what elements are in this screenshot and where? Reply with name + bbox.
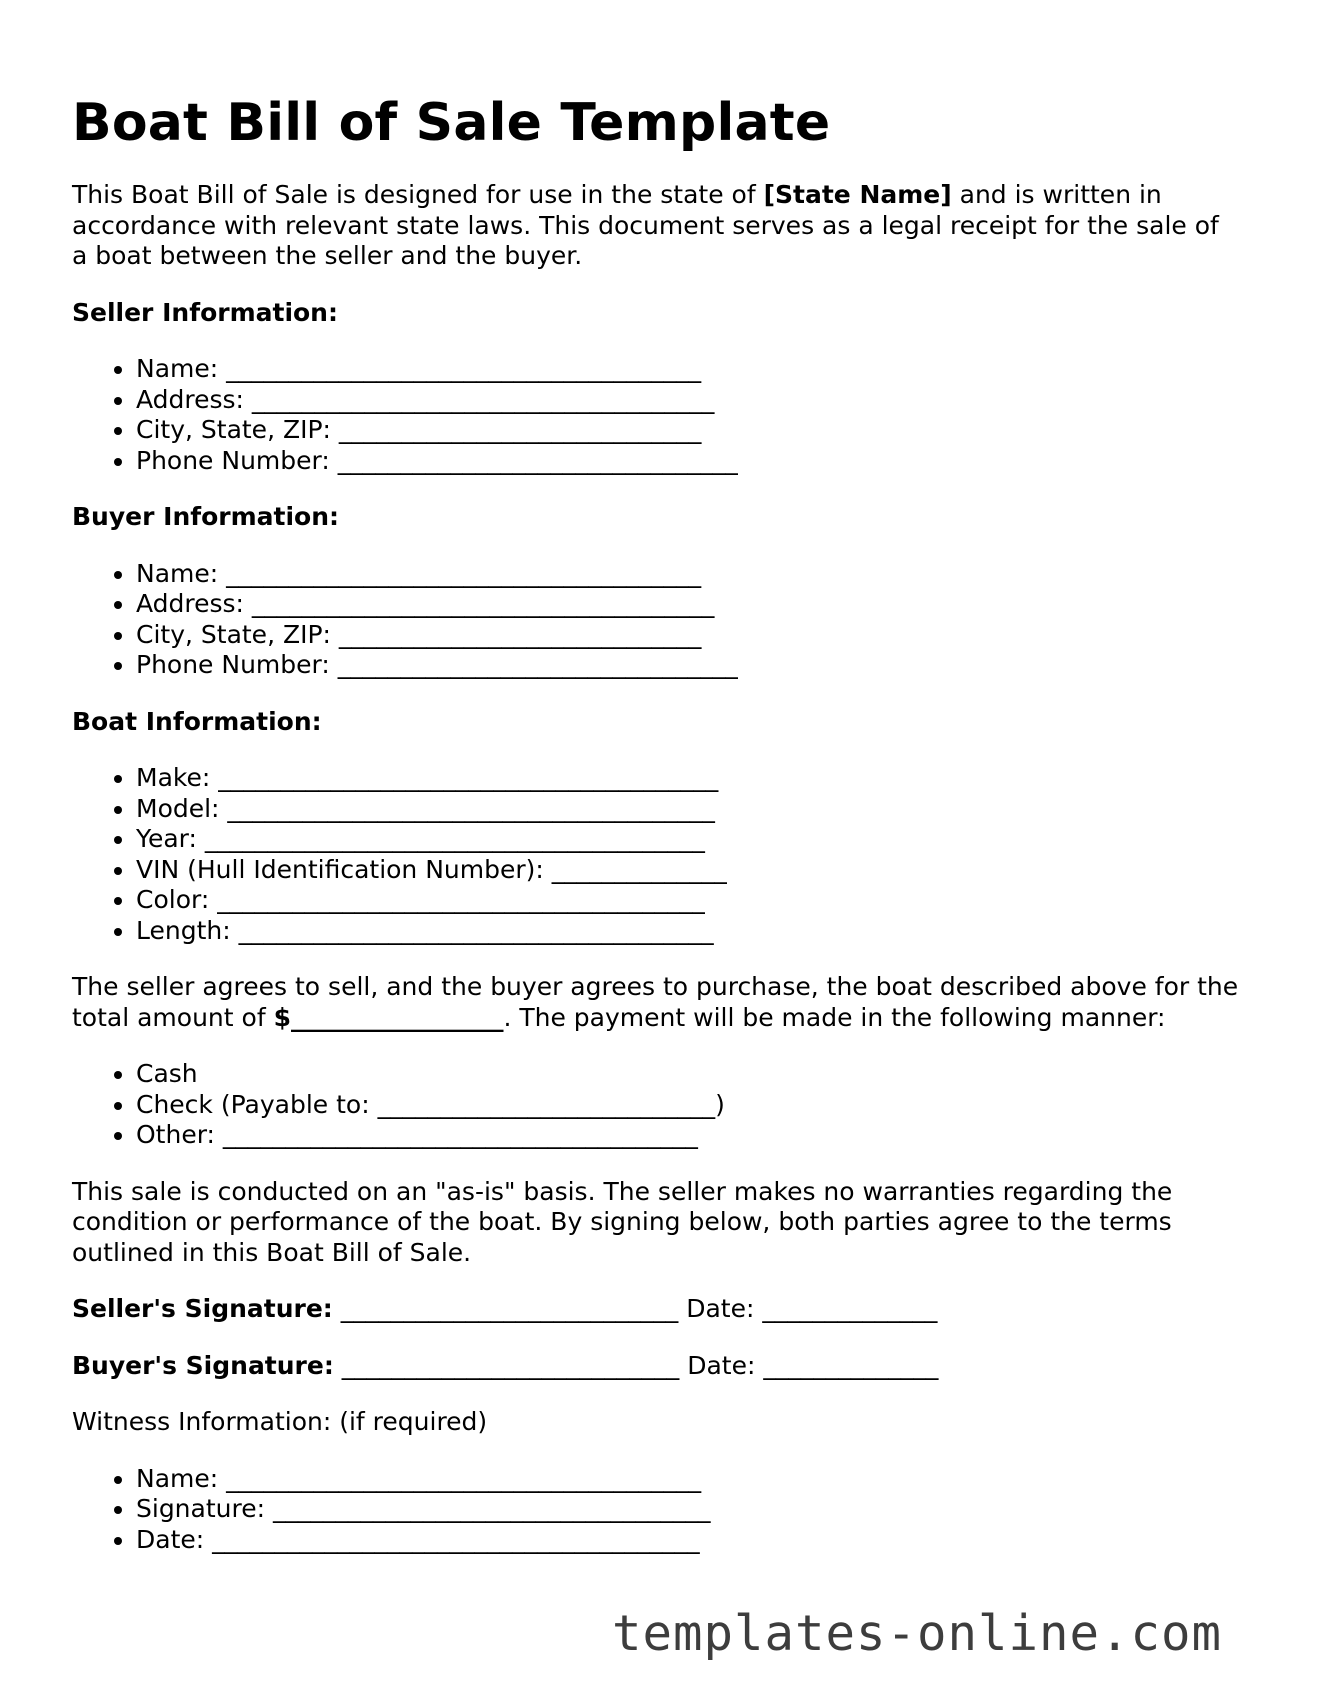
document-title: Boat Bill of Sale Template	[72, 93, 831, 153]
payment-text-end: . The payment will be made in the following manner:	[503, 1002, 1166, 1032]
state-name-placeholder: [State Name]	[763, 180, 952, 209]
buyer-city-state-zip-field: • City, State, ZIP: _____________________________	[136, 620, 1252, 651]
payment-method-other: • Other: ______________________________________	[136, 1120, 1252, 1151]
witness-date-field: • Date: _______________________________________	[136, 1525, 1252, 1556]
witness-information-list	[72, 1464, 1252, 1556]
witness-name-field: • Name: ______________________________________	[136, 1464, 1252, 1495]
boat-information-heading: Boat Information:	[72, 706, 322, 736]
seller-phone-field: • Phone Number: ________________________________	[136, 446, 1252, 477]
payment-method-check: • Check (Payable to: ___________________________)	[136, 1090, 1252, 1121]
payment-methods-list	[72, 1059, 1252, 1151]
boat-year-field: • Year: ________________________________________	[136, 824, 1252, 855]
payment-paragraph	[72, 972, 1252, 1033]
boat-model-field: • Model: _______________________________________	[136, 794, 1252, 825]
buyer-address-field: • Address: _____________________________________	[136, 589, 1252, 620]
intro-text-end: and is written in accordance with relevant state laws. This document serves as a legal receipt for the sale of a boat between the seller and the buyer.	[72, 180, 1219, 270]
seller-information-heading: Seller Information:	[72, 297, 338, 327]
seller-signature-blanks: ___________________________ Date: ______________	[332, 1294, 938, 1323]
boat-length-field: • Length: ______________________________________	[136, 916, 1252, 947]
buyer-name-field: • Name: ______________________________________	[136, 559, 1252, 590]
buyer-information-heading: Buyer Information:	[72, 502, 340, 531]
seller-signature-label: Seller's Signature:	[72, 1294, 333, 1323]
witness-information-heading: Witness Information: (if required)	[72, 1407, 488, 1436]
seller-city-state-zip-field: • City, State, ZIP: _____________________________	[136, 415, 1252, 446]
seller-address-field: • Address: _____________________________________	[136, 385, 1252, 416]
as-is-paragraph: This sale is conducted on an "as-is" basis. The seller makes no warranties regarding the condition or performance of the boat. By signing below, both parties agree to the terms outlined in this Boat Bill of Sale.	[72, 1176, 1173, 1267]
seller-information-list	[72, 354, 1252, 476]
intro-text-start: This Boat Bill of Sale is designed for use in the state of	[72, 180, 764, 209]
payment-text-start: The seller agrees to sell, and the buyer agrees to purchase, the boat described above for the total amount of	[72, 972, 1239, 1032]
payment-method-cash: • Cash	[136, 1059, 1252, 1090]
boat-information-list	[72, 763, 1252, 946]
boat-vin-field: • VIN (Hull Identification Number): ______________	[136, 855, 1252, 886]
watermark-text: templates-online.com	[612, 1605, 1223, 1662]
intro-paragraph	[72, 180, 1242, 272]
boat-make-field: • Make: ________________________________________	[136, 763, 1252, 794]
seller-signature-line	[72, 1294, 1252, 1325]
document-page	[72, 90, 1252, 1555]
payment-amount-field: $_________________	[273, 1002, 504, 1032]
buyer-signature-label: Buyer's Signature:	[72, 1350, 334, 1380]
buyer-phone-field: • Phone Number: ________________________________	[136, 650, 1252, 681]
boat-color-field: • Color: _______________________________________	[136, 885, 1252, 916]
seller-name-field: • Name: ______________________________________	[136, 354, 1252, 385]
buyer-signature-blanks: ___________________________ Date: ______________	[333, 1350, 939, 1380]
witness-signature-field: • Signature: ___________________________________	[136, 1494, 1252, 1525]
buyer-information-list	[72, 559, 1252, 681]
buyer-signature-line	[72, 1351, 1252, 1382]
